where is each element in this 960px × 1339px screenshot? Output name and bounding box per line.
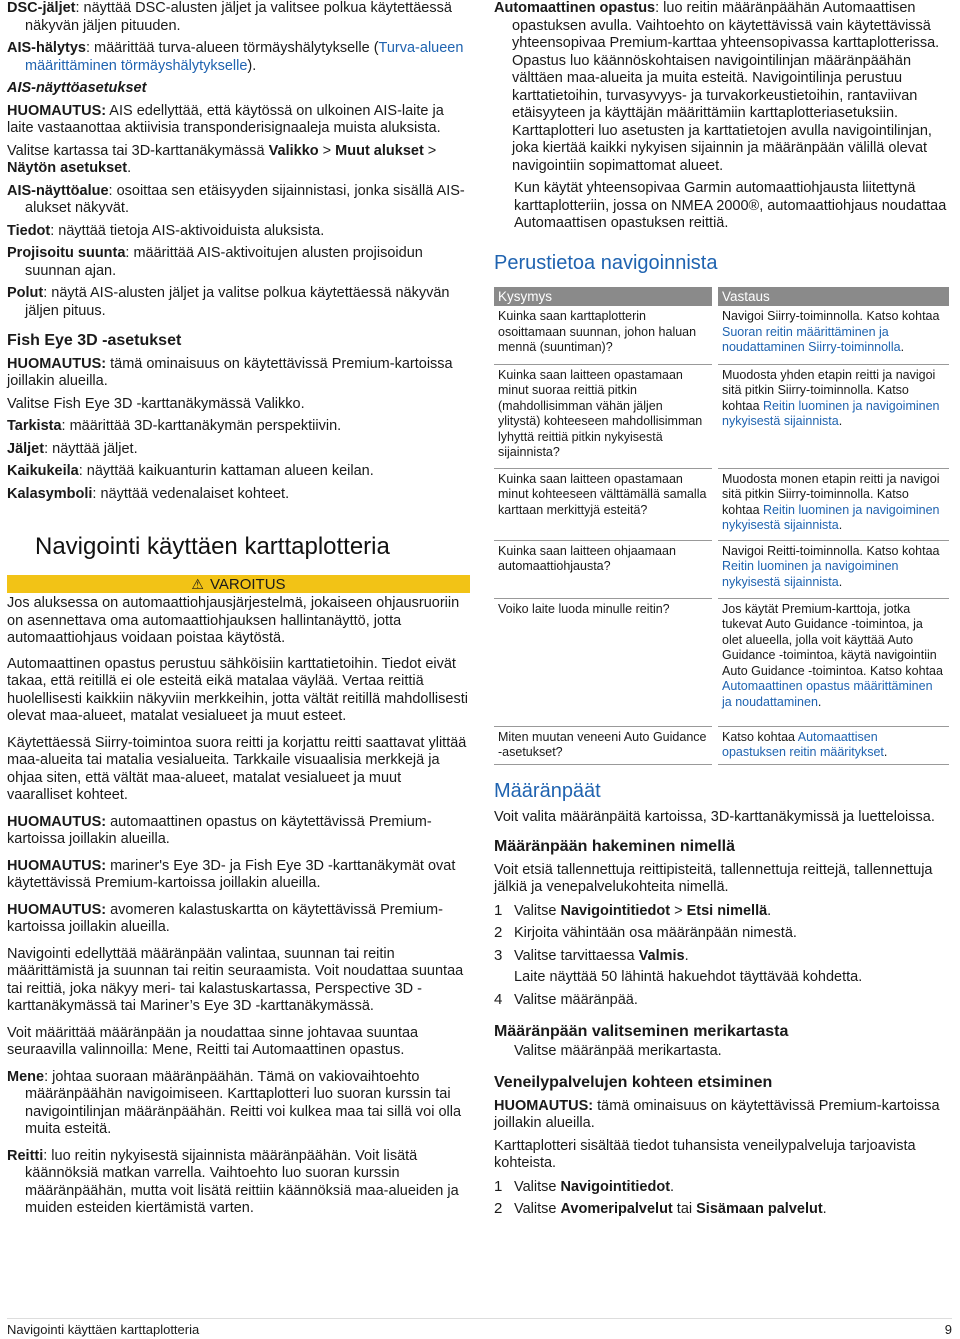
period: . [900,340,905,354]
table-row [494,306,949,364]
term-text: : luo reitin määränpäähän Automaattisen opastuksen avulla. Vaihtoehto on käytettävissä vain käytettävissä yhteensopivaa Premium-karttaa yhteensopivassa karttaplotterissa. Opastus luo käännöskohtaisen navigointilinjan määränpäähän välttäen maa-alueita ja muita esteitä. Navigointilinja perustuu karttatietoihin, turvasyvyys- ja turvakorkeustietoihin, rantaviivan etäisyyteen ja käyttäjän määrittämiin karttaplotteriasetuksiin. Karttaplotteri luo asetusten ja karttatietojen avulla navigointilinjan, joka kiertää kaikki nykyisen sijainnin ja määränpään välillä olevat navigointiin sopimattomat alueet. [512,0,940,174]
ais-alarm-link[interactable]: Turva-alueen määrittäminen törmäyshälytykselle [25,40,464,74]
table-row [494,726,949,764]
step-text: Valitse [514,1201,561,1217]
trails-item [7,285,470,320]
table-row [494,540,949,598]
step-number: 4 [494,990,503,1008]
note-label: HUOMAUTUS: [494,1097,594,1114]
menu-path-search-by-name: Etsi nimellä [686,902,768,919]
page-footer [7,1318,952,1339]
term-label: Kalasymboli [7,485,93,502]
question-cell: Kuinka saan laitteen ohjaamaan automaattiohjausta? [494,540,715,598]
answer-text: Navigoi Siirry-toiminnolla. Katso kohtaa [722,309,940,323]
note-label: HUOMAUTUS: [7,857,107,874]
answer-link[interactable]: Automaattinen opastus määrittäminen ja noudattaminen [722,679,933,709]
term-label: AIS-näyttöalue [7,182,109,199]
question-cell: Kuinka saan karttaplotterin osoittamaan suunnan, johon haluan mennä (suuntiman)? [494,306,715,364]
period: . [684,947,689,964]
step-number: 3 [494,946,503,964]
menu-path-other-vessels: Muut alukset [335,142,424,159]
period: . [670,1178,675,1195]
table-row [494,468,949,540]
column-header-answer: Vastaus [715,287,949,307]
term-text: : näytä AIS-alusten jäljet ja valitse polkua käytettäessä näkyvän jäljen pituus. [25,285,450,319]
menu-path-nav-info: Navigointitiedot [560,902,671,919]
menu-separator: > [423,142,437,159]
table-row [494,364,949,468]
period: . [838,574,843,589]
auto-guidance-item [494,0,949,175]
select-on-chart-text: Valitse määränpää merikartasta. [514,1042,722,1059]
autopilot-paragraph: Kun käytät yhteensopivaa Garmin automaattiohjausta liitettynä karttaplotteriin, jossa on NMEA 2000®, automaattiohjaus noudattaa Automaattisen opastuksen reittiä. [514,180,947,231]
sonar-cone-item [7,463,470,481]
answer-cell [715,468,949,540]
term-text: : määrittää 3D-karttanäkymän perspektiivin. [61,418,342,434]
answer-cell [715,364,949,468]
step-text: Valitse tarvittaessa [514,947,639,964]
step-text: Valitse [514,902,561,919]
ais-settings-heading: AIS-näyttöasetukset [7,80,147,96]
question-cell: Miten muutan veneeni Auto Guidance -asetukset? [494,726,715,764]
ais-alarm-item [7,40,470,75]
step-number: 2 [494,1200,503,1217]
ais-alarm-label: AIS-hälytys [7,40,86,56]
fisheye-settings-heading: Fish Eye 3D -asetukset [7,332,182,349]
note-text: tämä ominaisuus on käytettävissä Premium-kartoissa joillakin alueilla. [494,1097,940,1131]
note-3d-views [7,858,470,893]
ais-alarm-text: : määrittää turva-alueen törmäyshälytykselle ( [85,40,379,56]
goto-item [7,1069,470,1139]
destinations-heading: Määränpäät [494,779,601,802]
menu-path-nav-info: Navigointitiedot [560,1178,671,1195]
period: . [767,902,772,919]
answer-text: Muodosta yhden etapin reitti ja navigoi sitä pitkin Siirry-toiminnolla. Katso kohtaa [722,367,936,413]
fish-symbols-item [7,486,470,504]
answer-link[interactable]: Reitin luominen ja navigoiminen nykyisestä sijainnista [722,398,940,428]
note-auto-guidance [7,814,470,849]
term-text: : johtaa suoraan määränpäähän. Tämä on vakiovaihtoehto määränpäähän navigoimiseen. Karttaplotteri luo suoran kurssin tai navigointilinjan määränpäähän. Reitti voi kulkea maa tai sillä voi olla muita esteitä. [25,1068,462,1137]
term-label: Kaikukeila [7,463,79,479]
tracks-item [7,441,470,459]
projected-heading-item [7,245,470,280]
answer-text: Jos käytät Premium-karttoja, jotka tukevat Auto Guidance -toimintoa, ja olet alueella, jolla voit käyttää Auto Guidance -toimintoa, käytä navigointiin Auto Guidance -toimintoa. Katso kohtaa [722,601,943,678]
period: . [127,160,132,176]
term-text: : näyttää tietoja AIS-aktivoiduista aluksista. [50,222,325,239]
basics-heading: Perustietoa navigoinnista [494,251,718,274]
term-label: Projisoitu suunta [7,245,126,261]
table-header-row [494,287,949,307]
warning-text: Jos aluksessa on automaattiohjausjärjestelmä, jokaiseen ohjausruoriin on asennettava oma automaattiohjauksen hallintanäyttö, jotta automaattiohjaus voidaan poistaa käytöstä. [7,595,460,646]
warning-label: VAROITUS [209,576,286,593]
page-number: 9 [944,1322,952,1337]
term-text: : luo reitin nykyisestä sijainnista määränpäähän. Voit lisätä käännöksiä matkan varrella. Vaihtoehto luo suoran kurssin määränpäähän, mutta voit lisätä reittiin käännöksiä maa-alueiden ja muiden esteiden kiertämistä varten. [25,1147,459,1216]
dsc-trails-item [7,0,470,35]
term-text: : määrittää AIS-aktivoitujen alusten projisoidun suunnan ajan. [25,245,423,279]
term-text: : näyttää kaikuanturin kattaman alueen keilan. [78,463,374,479]
chapter-heading: Navigointi käyttäen karttaplotteria [35,533,390,560]
term-label: Mene [7,1068,45,1085]
warning-banner [7,575,470,593]
note-text: mariner's Eye 3D- ja Fish Eye 3D -karttanäkymät ovat käytettävissä Premium-kartoissa joillakin alueilla. [7,857,456,891]
fisheye-select: Valitse Fish Eye 3D -karttanäkymässä Valikko. [7,395,305,412]
step-text: Kirjoita vähintään osa määränpään nimestä. [514,925,797,941]
menu-path-menu: Valikko [268,142,319,159]
marine-services-heading: Veneilypalvelujen kohteen etsiminen [494,1074,773,1091]
note-label: HUOMAUTUS: [7,102,107,119]
period: . [822,1201,827,1217]
navigation-intro: Navigointi edellyttää määränpään valintaa, suunnan tai reitin määrittämistä ja suunnan tai reitin seuraamista. Voit noudattaa suuntaa tai reittiä, joka näkyy meri- tai kalastuskartassa, Perspective 3D -karttanäkymässä tai Mariner’s Eye 3D -karttanäkymässä. [7,945,464,1014]
route-item [7,1148,470,1218]
answer-text: Muodosta monen etapin reitti ja navigoi sitä pitkin Siirry-toiminnolla. Katso kohtaa [722,471,940,517]
period: . [838,414,843,428]
search-by-name-heading: Määränpään hakeminen nimellä [494,838,735,855]
answer-link[interactable]: Suoran reitin määrittäminen ja noudattaminen Siirry-toiminnolla [722,324,901,354]
ais-range-item [7,183,470,218]
answer-link[interactable]: Automaattisen opastuksen reitin määritykset [722,729,884,759]
step-number: 1 [494,1177,503,1195]
question-cell: Voiko laite luoda minulle reitin? [494,598,715,726]
note-text: tämä ominaisuus on käytettävissä Premium-kartoissa joillakin alueilla. [7,355,453,389]
answer-link[interactable]: Reitin luominen ja navigoiminen nykyisestä sijainnista [722,559,899,589]
step-2 [494,924,949,943]
step-number: 2 [494,924,503,941]
step-text: Valitse [514,1178,561,1195]
step-3 [494,947,949,966]
right-column [494,0,949,1223]
dsc-label: DSC-jäljet [7,0,76,16]
step-text: Valitse määränpää. [514,991,638,1008]
term-text: : näyttää vedenalaiset kohteet. [92,485,290,502]
destinations-intro: Voit valita määränpäitä kartoissa, 3D-karttanäkymissä ja luetteloissa. [494,808,935,825]
term-label: Tarkista [7,418,62,434]
details-item [7,223,470,241]
note-label: HUOMAUTUS: [7,813,107,830]
period: . [838,518,843,532]
search-intro: Voit etsiä tallennettuja reittipisteitä, tallennettuja reittejä, tallennettuja jälkiä ja venepalvelukohteita nimellä. [494,861,933,895]
dsc-text: : näyttää DSC-alusten jäljet ja valitsee polkua käytettäessä näkyvän jäljen pituuden. [25,0,452,34]
column-header-question: Kysymys [494,287,715,307]
answer-cell [715,726,949,764]
menu-path-display-setup: Näytön asetukset [7,160,128,176]
navigation-methods: Voit määrittää määränpään ja noudattaa sinne johtavaa suuntaa seuraavilla valinnoilla: Mene, Reitti tai Automaattinen opastus. [7,1024,419,1058]
goto-disclaimer: Käytettäessä Siirry-toimintoa suora reitti ja korjattu reitti saattavat ylittää maa-alueita tai matalia vesialueita. Tarkkaile visuaalisia merkkejä ja ohjaa siten, että vältät maa-alueet, matalat vesialueet ja muut vaaralliset kohteet. [7,734,467,803]
step-text: tai [672,1201,697,1217]
services-note [494,1098,949,1133]
services-intro: Karttaplotteri sisältää tiedot tuhansista veneilypalveluja tarjoavista kohteista. [494,1137,916,1171]
menu-separator: > [670,902,687,919]
navigation-basics-table [494,287,949,765]
footer-section-title: Navigointi käyttäen karttaplotteria [7,1322,200,1337]
term-label: Automaattinen opastus [494,0,656,16]
note-text: avomeren kalastuskartta on käytettävissä Premium-kartoissa joillakin alueilla. [7,901,443,935]
term-text: : osoittaa sen etäisyyden sijainnistasi, jonka sisällä AIS-alukset näkyvät. [25,182,465,216]
period: . [883,745,888,759]
term-label: Reitti [7,1147,44,1164]
answer-text: Navigoi Reitti-toiminnolla. Katso kohtaa [722,543,940,558]
note-text: AIS edellyttää, että käytössä on ulkoinen AIS-laite ja laite vastaanottaa aktiivisia transponderisignaaleja muista aluksista. [7,102,444,136]
term-label: Jäljet [7,440,45,457]
term-label: Tiedot [7,222,51,239]
menu-path-offshore-services: Avomeripalvelut [560,1201,673,1217]
answer-cell [715,540,949,598]
answer-link[interactable]: Reitin luominen ja navigoiminen nykyisestä sijainnista [722,502,940,532]
question-cell: Kuinka saan laitteen opastamaan minut suoraa reittiä pitkin (mahdollisimman vähän jäljen ylitystä) kohteeseen mahdollisimman lyhyttä reittiä pitkin nykyisestä sijainnista? [494,364,715,468]
answer-text: Katso kohtaa [722,729,798,744]
menu-separator: > [318,142,336,159]
answer-cell [715,306,949,364]
answer-cell [715,598,949,726]
instruction-text: Valitse kartassa tai 3D-karttanäkymässä [7,142,269,159]
note-label: HUOMAUTUS: [7,355,107,372]
menu-path-inland-services: Sisämaan palvelut [696,1201,823,1217]
fisheye-note [7,356,470,391]
step-1 [494,902,949,921]
step-3-result: Laite näyttää 50 lähintä hakuehdot täyttävää kohdetta. [514,969,863,985]
period: . [817,694,822,709]
left-column [7,0,470,1223]
ais-note [7,103,470,138]
step-4 [494,991,949,1010]
question-cell: Kuinka saan laitteen opastamaan minut kohteeseen välttämällä samalla karttaan merkittyjä esteitä? [494,468,715,540]
note-label: HUOMAUTUS: [7,901,107,918]
table-row [494,598,949,726]
ais-select-instruction [7,143,470,178]
warning-triangle-icon: ⚠ [191,576,204,592]
term-text: : näyttää jäljet. [44,440,138,457]
note-fishing-chart [7,902,470,937]
menu-path-done: Valmis [638,947,685,964]
auto-guidance-disclaimer: Automaattinen opastus perustuu sähköisiin karttatietoihin. Tiedot eivät takaa, että reitillä ei ole esteitä eikä matalaa väylää. Vertaa reittiä huolellisesti kaikkiin näkyviin merkkeihin, jotta vältät reitillä mahdollisesti olevat maa-alueet, matalat vesialueet ja muut esteet. [7,655,468,724]
step-number: 1 [494,901,503,919]
select-on-chart-heading: Määränpään valitseminen merikartasta [494,1023,789,1040]
note-text: automaattinen opastus on käytettävissä Premium-kartoissa joillakin alueilla. [7,813,432,847]
ais-alarm-end: ). [247,57,257,74]
services-step-2 [494,1200,949,1219]
services-step-1 [494,1178,949,1197]
view-item [7,418,470,436]
term-label: Polut [7,285,44,301]
